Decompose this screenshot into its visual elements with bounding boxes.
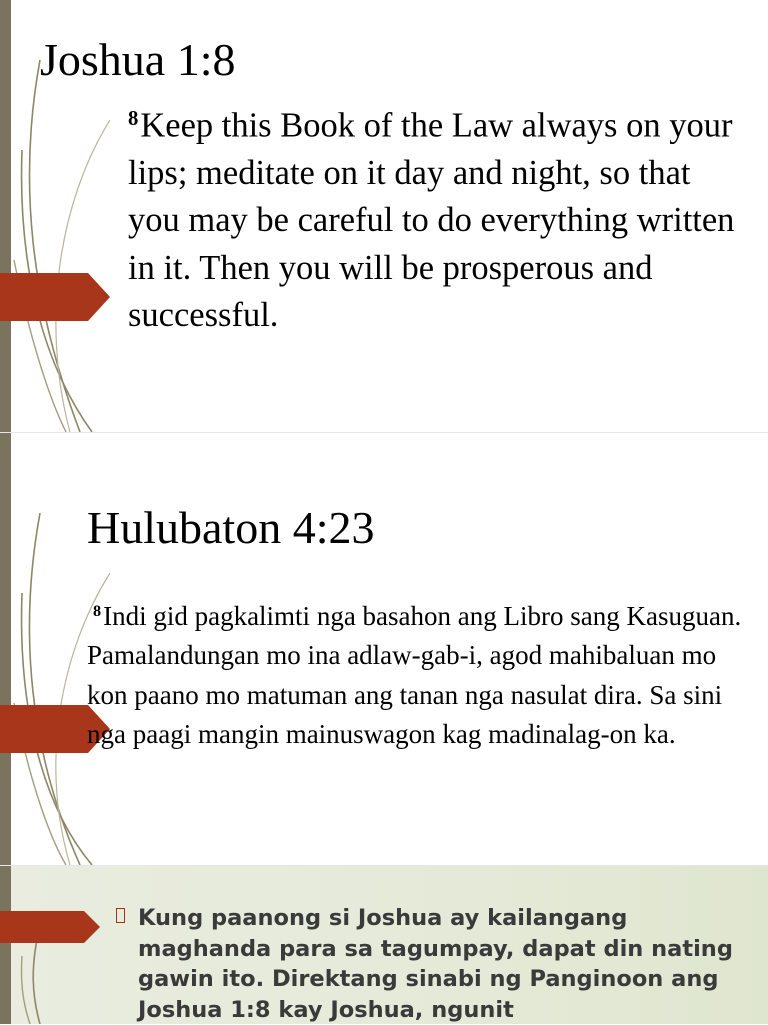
decorative-swirl-icon xyxy=(0,866,110,1024)
slide-title: Hulubaton 4:23 xyxy=(87,502,375,553)
verse-text xyxy=(128,96,738,340)
bullet-text: Kung paanong si Joshua ay kailangang maghanda para sa tagumpay, dapat din nating gawin ito. Direktang sinabi ng Panginoon ang Joshua 1:8 kay Joshua, ngunit xyxy=(138,905,733,1023)
bullet-item xyxy=(116,903,736,1025)
square-bullet-icon xyxy=(116,908,125,923)
verse-body: Keep this Book of the Law always on your lips; meditate on it day and night, so that you may be careful to do everything written in it. Then you will be prosperous and successful. xyxy=(128,106,735,335)
verse-text xyxy=(87,592,757,755)
red-ribbon-icon xyxy=(0,911,110,943)
red-ribbon-icon xyxy=(0,273,110,321)
slide-title: Joshua 1:8 xyxy=(40,34,236,85)
slide-joshua xyxy=(0,0,768,432)
verse-number: 8 xyxy=(93,602,102,620)
verse-body: Indi gid pagkalimti nga basahon ang Libro sang Kasuguan. Pamalandungan mo ina adlaw-gab-i, agod mahibaluan mo kon paano mo matuman ang tanan nga nasulat dira. Sa sini nga paagi mangin mainuswagon kag madinalag-on ka. xyxy=(87,600,742,750)
verse-number: 8 xyxy=(128,108,139,130)
